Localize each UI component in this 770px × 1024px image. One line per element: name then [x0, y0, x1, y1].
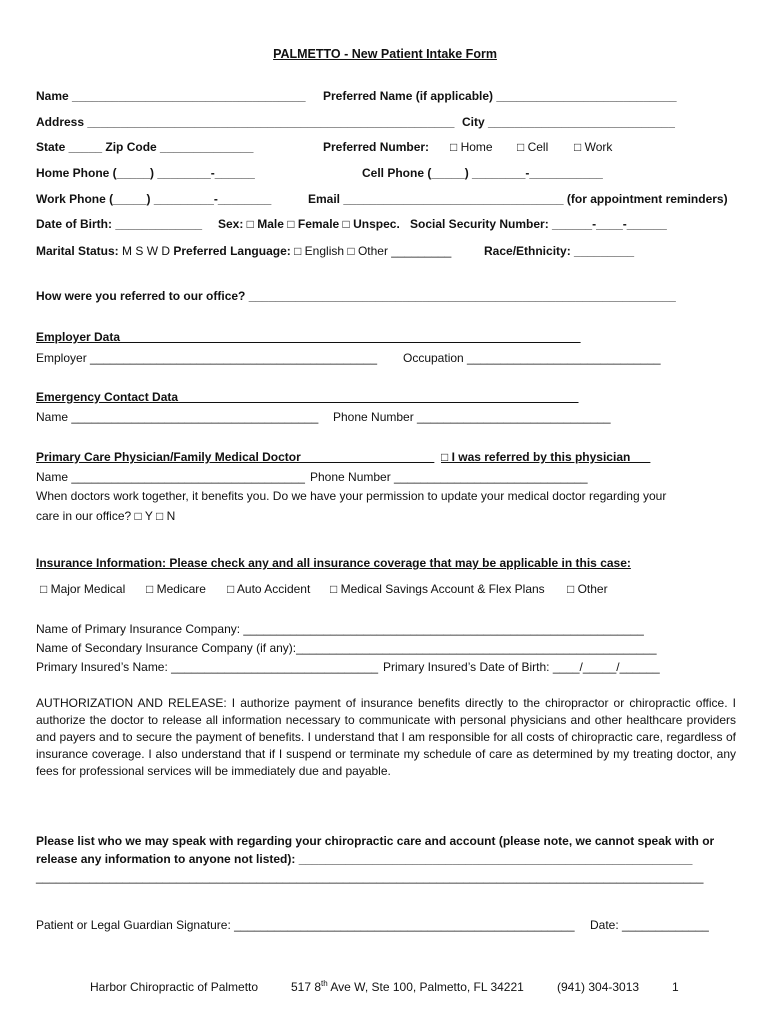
dob-field[interactable]: Date of Birth: _____________: [36, 217, 203, 231]
insurance-auto-accident-checkbox[interactable]: □ Auto Accident: [227, 582, 311, 596]
occupation-field[interactable]: Occupation _____________________________: [403, 351, 661, 365]
preferred-cell-checkbox[interactable]: □ Cell: [517, 140, 549, 154]
speak-with-text: Please list who we may speak with regarding your chiropractic care and account (please note, we cannot speak with or: [36, 834, 715, 848]
insurance-medicare-checkbox[interactable]: □ Medicare: [146, 582, 206, 596]
footer-phone: (941) 304-3013: [557, 980, 640, 994]
emergency-phone-field[interactable]: Phone Number _____________________________: [333, 410, 611, 424]
preferred-language-label: Preferred Language:: [173, 244, 291, 258]
city-field[interactable]: City ____________________________: [462, 115, 675, 129]
signature-field[interactable]: Patient or Legal Guardian Signature: ___________________________________________________: [36, 918, 575, 932]
insurance-other-checkbox[interactable]: □ Other: [567, 582, 608, 596]
address-field[interactable]: Address _______________________________________________________: [36, 115, 455, 129]
referral-field[interactable]: How were you referred to our office? ________________________________________________________________: [36, 289, 676, 303]
page-number: 1: [672, 980, 679, 994]
ssn-field[interactable]: Social Security Number: ______-____-______: [410, 217, 667, 231]
insured-dob-field[interactable]: Primary Insured’s Date of Birth: ____/_____/______: [383, 660, 660, 674]
speak-with-field-continued[interactable]: ____________________________________________________________________________________________________: [36, 870, 704, 884]
speak-with-field[interactable]: release any information to anyone not listed): ___________________________________________________________: [36, 852, 693, 866]
physician-heading: Primary Care Physician/Family Medical Doctor____________________: [36, 450, 435, 464]
emergency-heading: Emergency Contact Data____________________________________________________________: [36, 390, 579, 404]
authorization-paragraph: AUTHORIZATION AND RELEASE: I authorize payment of insurance benefits directly to the chiropractor or chiropractic office. I authorize the doctor to release all information necessary to communicate with personal physicians and other healthcare providers and payers and to secure the payment of benefits. I understand that I am responsible for all costs of chiropractic care, regardless of insurance coverage. I also understand that if I suspend or terminate my schedule of care as determined by my treating doctor, any fees for professional services will be immediately due and payable.: [36, 696, 736, 778]
physician-name-field[interactable]: Name ___________________________________: [36, 470, 305, 484]
insurance-msa-flex-checkbox[interactable]: □ Medical Savings Account & Flex Plans: [330, 582, 545, 596]
footer-practice-name: Harbor Chiropractic of Palmetto: [90, 980, 259, 994]
footer-address-start: 517 8: [291, 980, 322, 994]
marital-status-options[interactable]: M S W D: [122, 244, 171, 258]
secondary-insurance-field[interactable]: Name of Secondary Insurance Company (if any):______________________________________________________: [36, 641, 657, 655]
preferred-work-checkbox[interactable]: □ Work: [574, 140, 613, 154]
state-zip-field[interactable]: State _____ Zip Code ______________: [36, 140, 254, 154]
permission-text: When doctors work together, it benefits you. Do we have your permission to update your medical doctor regarding your: [36, 489, 667, 503]
primary-insurance-field[interactable]: Name of Primary Insurance Company: ____________________________________________________________: [36, 622, 644, 636]
employer-field[interactable]: Employer ___________________________________________: [36, 351, 377, 365]
cell-phone-field[interactable]: Cell Phone (_____) ________-___________: [362, 166, 603, 180]
marital-status-label: Marital Status:: [36, 244, 119, 258]
footer-address-end: Ave W, Ste 100, Palmetto, FL 34221: [327, 980, 524, 994]
marital-row: [36, 244, 451, 259]
permission-checkboxes[interactable]: care in our office? □ Y □ N: [36, 509, 176, 523]
preferred-number-label: Preferred Number:: [323, 140, 430, 154]
insured-name-field[interactable]: Primary Insured’s Name: _______________________________: [36, 660, 379, 674]
insurance-heading: Insurance Information: Please check any and all insurance coverage that may be applicable in this case:: [36, 556, 631, 570]
work-phone-field[interactable]: Work Phone (_____) _________-________: [36, 192, 272, 206]
employer-heading: Employer Data_____________________________________________________________________: [36, 330, 581, 344]
referred-by-physician-checkbox[interactable]: □ I was referred by this physician___: [441, 450, 651, 464]
footer-address: [291, 980, 524, 994]
preferred-home-checkbox[interactable]: □ Home: [450, 140, 493, 154]
preferred-name-field[interactable]: Preferred Name (if applicable) ___________________________: [323, 89, 677, 103]
email-field[interactable]: Email _________________________________ (for appointment reminders): [308, 192, 728, 206]
form-title: PALMETTO - New Patient Intake Form: [273, 47, 497, 61]
signature-date-field[interactable]: Date: _____________: [590, 918, 709, 932]
insurance-major-medical-checkbox[interactable]: □ Major Medical: [40, 582, 126, 596]
physician-phone-field[interactable]: Phone Number _____________________________: [310, 470, 588, 484]
race-field[interactable]: Race/Ethnicity: _________: [484, 244, 635, 258]
emergency-name-field[interactable]: Name _____________________________________: [36, 410, 319, 424]
footer-address-sup: th: [321, 979, 328, 988]
name-field[interactable]: Name ___________________________________: [36, 89, 306, 103]
preferred-language-options[interactable]: □ English □ Other _________: [294, 244, 452, 258]
home-phone-field[interactable]: Home Phone (_____) ________-______: [36, 166, 255, 180]
sex-field[interactable]: Sex: □ Male □ Female □ Unspec.: [218, 217, 400, 231]
